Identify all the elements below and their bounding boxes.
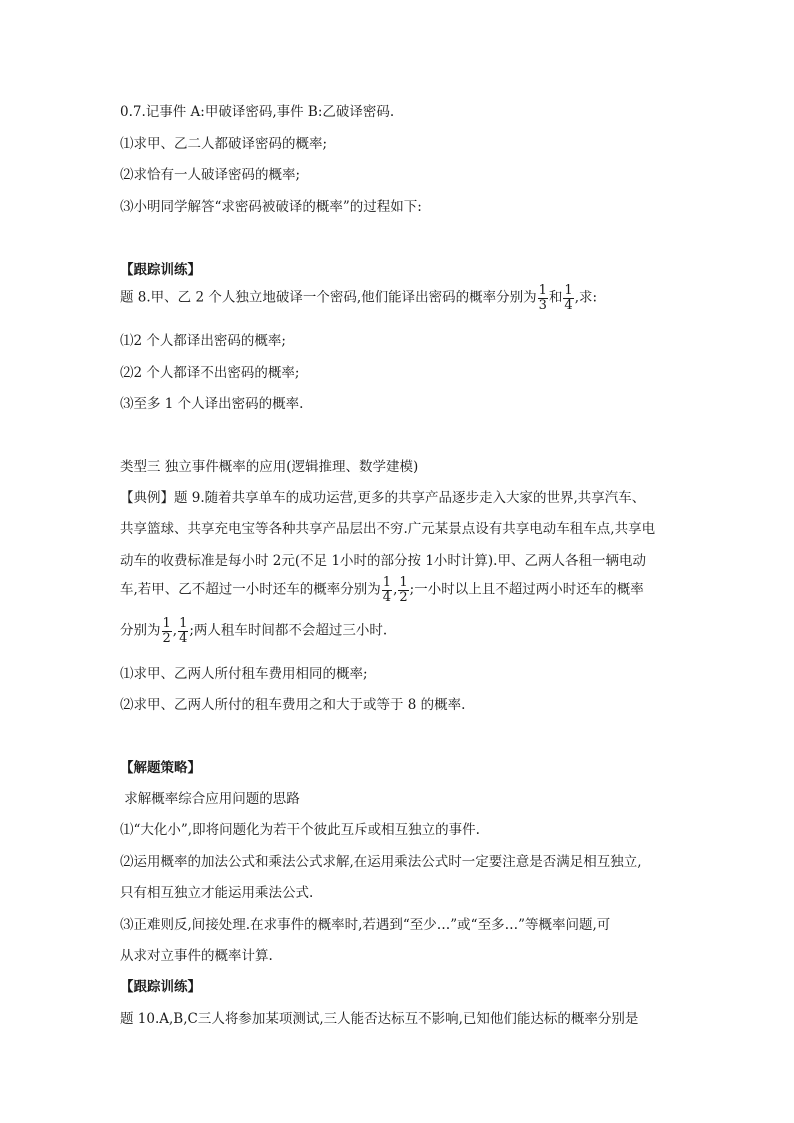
fraction-one-third [538, 284, 548, 312]
fraction-one-half [398, 576, 408, 604]
strategy-title: 求解概率综合应用问题的思路 [120, 791, 300, 807]
question-9-line-2: 共享篮球、共享充电宝等各种共享产品层出不穷.广元某景点设有共享电动车租车点,共享电 [120, 521, 656, 537]
question-8-stem [120, 284, 597, 312]
strategy-point-2-line-2: 只有相互独立才能运用乘法公式. [120, 885, 314, 901]
fraction-one-quarter [563, 284, 573, 312]
strategy-point-1: ⑴“大化小”,即将问题化为若干个彼此互斥或相互独立的事件. [120, 822, 480, 838]
fraction-denominator: 4 [382, 589, 392, 605]
fraction-one-quarter [178, 617, 188, 645]
fraction-denominator: 3 [538, 297, 547, 313]
strategy-point-3-line-1: ⑶正难则反,间接处理.在求事件的概率时,若遇到“至少…”或“至多…”等概率问题,可 [120, 917, 611, 933]
question-9-line-1 [120, 490, 645, 506]
question-9-line-5 [120, 617, 387, 645]
question-10-stem: 题 10.A,B,C三人将参加某项测试,三人能否达标互不影响,已知他们能达标的概率分别是 [120, 1011, 639, 1027]
fraction-numerator: 1 [538, 283, 547, 298]
question-9-line-4 [120, 576, 644, 604]
comma: , [172, 622, 178, 639]
fraction-one-half [162, 617, 172, 645]
fraction-numerator: 1 [162, 616, 171, 631]
fraction-denominator: 4 [564, 297, 573, 313]
solution-strategy-heading: 【解题策略】 [120, 760, 201, 776]
question-7-stem: 0.7.记事件 A:甲破译密码,事件 B:乙破译密码. [120, 104, 395, 120]
comma: , [393, 581, 398, 598]
fraction-numerator: 1 [179, 616, 188, 631]
strategy-point-3-line-2: 从求对立事件的概率计算. [120, 948, 273, 964]
question-9-line-4-text-after: ;一小时以上且不超过两小时还车的概率 [409, 581, 644, 598]
question-7-part-3: ⑶小明同学解答“求密码被破译的概率”的过程如下: [120, 199, 422, 215]
fraction-numerator: 1 [564, 283, 573, 298]
question-8-part-2: ⑵2 个人都译不出密码的概率; [120, 365, 300, 381]
question-9-part-2: ⑵求甲、乙两人所付的租车费用之和大于或等于 8 的概率. [120, 697, 466, 713]
question-8-part-1: ⑴2 个人都译出密码的概率; [120, 333, 286, 349]
follow-up-training-heading-2: 【跟踪训练】 [120, 979, 201, 995]
section-heading-type-3: 类型三 独立事件概率的应用(逻辑推理、数学建模) [120, 459, 419, 475]
fraction-denominator: 2 [399, 589, 408, 605]
question-9-line-4-text: 车,若甲、乙不超过一小时还车的概率分别为 [120, 581, 381, 598]
question-8-text-after: ,求: [574, 289, 598, 306]
question-9-text: 【典例】题 9.随着共享单车的成功运营,更多的共享产品逐步走入大家的世界,共享汽车、 [120, 490, 646, 506]
question-7-part-2: ⑵求恰有一人破译密码的概率; [120, 167, 301, 183]
strategy-point-2-line-1: ⑵运用概率的加法公式和乘法公式求解,在运用乘法公式时一定要注意是否满足相互独立, [120, 854, 642, 870]
fraction-denominator: 4 [179, 630, 188, 646]
question-9-part-1: ⑴求甲、乙两人所付租车费用相同的概率; [120, 666, 368, 682]
question-9-line-5-text-after: ;两人租车时间都不会超过三小时. [189, 622, 388, 639]
question-7-part-1: ⑴求甲、乙二人都破译密码的概率; [120, 136, 328, 152]
fraction-numerator: 1 [382, 575, 392, 590]
fraction-denominator: 2 [162, 630, 171, 646]
question-9-line-5-text: 分别为 [120, 622, 161, 639]
question-8-text-and: 和 [548, 289, 563, 306]
question-8-text-before: 题 8.甲、乙 2 个人独立地破译一个密码,他们能译出密码的概率分别为 [120, 289, 537, 306]
follow-up-training-heading-1: 【跟踪训练】 [120, 262, 201, 278]
fraction-numerator: 1 [399, 575, 408, 590]
question-8-part-3: ⑶至多 1 个人译出密码的概率. [120, 396, 304, 412]
question-9-line-3: 动车的收费标准是每小时 2元(不足 1小时的部分按 1小时计算).甲、乙两人各租一辆电动 [120, 553, 646, 569]
fraction-one-quarter [382, 576, 392, 604]
